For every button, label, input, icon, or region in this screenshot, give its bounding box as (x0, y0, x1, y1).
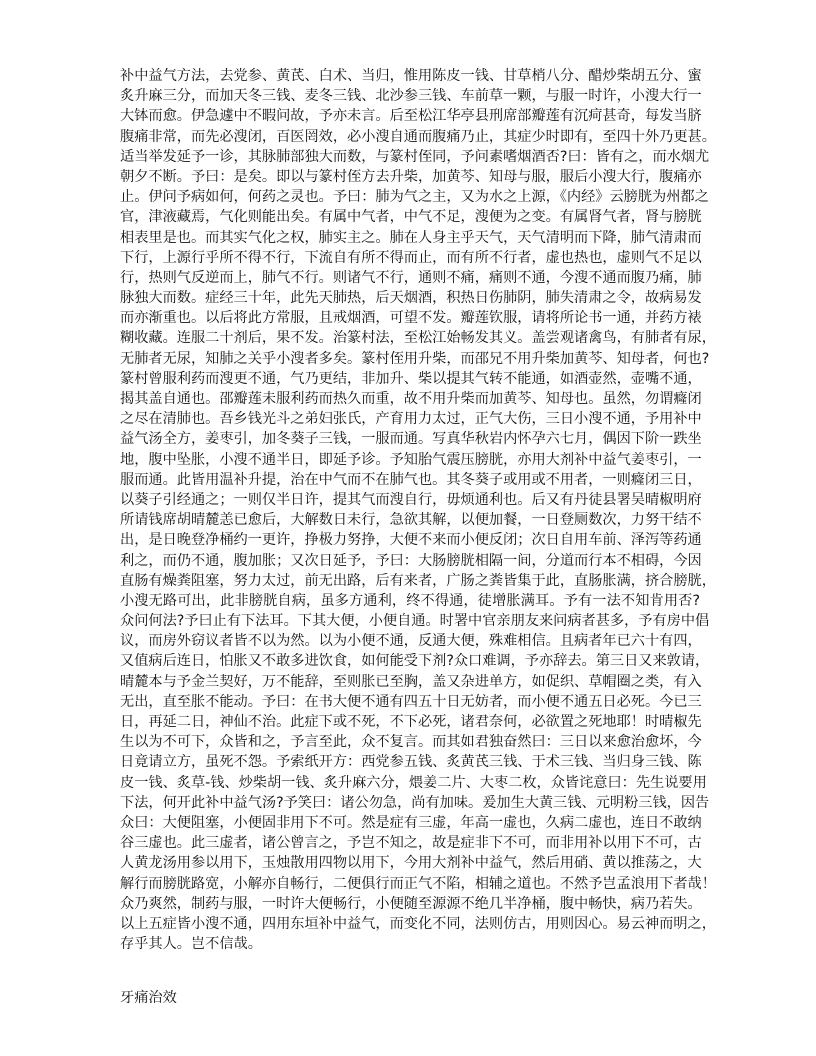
text-line: 而亦渐重也。以后将此方常服，且戒烟酒，可望不发。瓣莲钦服，请将所论书一通，并药方裱 (120, 310, 702, 327)
text-line: 下行，上源行乎所不得不行，下流自有所不得而止，而有所不行者，虚也热也，虚则气不足以 (120, 249, 702, 266)
text-line: 脉独大而数。症经三十年，此先天肺热，后天烟酒，积热日伤肺阴，肺失清肃之令，故病易发 (120, 290, 702, 307)
text-line: 人黄龙汤用参以用下，玉烛散用四物以用下，今用大剂补中益气，然后用硝、黄以推荡之，大 (120, 855, 702, 872)
text-line: 日，再延二日，神仙不治。此症下或不死，不下必死，诸君奈何，必欲置之死地耶！时晴椒先 (120, 714, 702, 730)
text-line: 腹痛非常，而先必溲闭，百医罔效，必小溲自通而腹痛乃止，其症少时即有，至四十外乃更甚。 (120, 128, 716, 145)
text-line: 皮一钱、炙草-钱、炒柴胡一钱、炙升麻六分，煨姜二片、大枣二枚，众皆诧意曰：先生说要用 (120, 774, 707, 791)
text-line: 篆村曾服利药而溲更不通，气乃更结，非加升、柴以提其气转不能通，如酒壶然，壶嘴不通， (120, 370, 702, 387)
text-line: 议，而房外窃议者皆不以为然。以为小便不通，反通大便，殊难相信。且病者年已六十有四， (120, 633, 702, 650)
text-line: 益气汤全方，姜枣引，加冬葵子三钱，一服而通。写真华秋岩内怀孕六七月，偶因下阶一跌坐 (120, 431, 702, 448)
text-line: 出，是日晚登净桶约一更许，挣极力努挣，大便不来而小便反闭；次日自用车前、泽泻等药通 (120, 532, 702, 549)
text-line: 众乃爽然，制药与服，一时许大便畅行，小便随至源源不绝几半净桶，腹中畅快，病乃若失。 (120, 895, 702, 912)
text-line: 无出，直至胀不能动。予曰：在书大便不通有四五十日无妨者，而小便不通五日必死。今已三 (120, 693, 702, 710)
text-line: 直肠有燥粪阻塞，努力太过，前无出路，后有来者，广肠之粪皆集于此，直肠胀满，挤合膀胱， (120, 572, 716, 589)
text-line: 适当举发延予一诊，其脉肺部独大而数，与篆村侄同，予问素嗜烟酒否?曰：皆有之，而水烟尤 (120, 148, 710, 165)
body-paragraph (120, 66, 716, 954)
text-line: 众问何法?予曰止有下法耳。下其大便，小便自通。时署中官亲朋友来问病者甚多，予有房中倡 (120, 613, 710, 630)
text-line: 相表里是也。而其实气化之权，肺实主之。肺在人身主乎天气，天气清明而下降，肺气清肃而 (120, 229, 702, 246)
text-line: 小溲无路可出，此非膀胱自病，虽多方通利，终不得通，徒增胀满耳。予有一法不知肯用否? (120, 592, 700, 609)
section-heading: 牙痛治效 (120, 990, 177, 1006)
text-line: 服而通。此皆用温补升提，治在中气而不在肺气也。其冬葵子或用或不用者，一则癃闭三日， (120, 471, 702, 488)
text-line: 日竟请立方，虽死不怨。予索纸开方：西党参五钱、炙黄芪三钱、于术三钱、当归身三钱、陈 (120, 754, 702, 771)
text-line: 利之，而仍不通，腹加胀；又次日延予，予曰：大肠膀胱相隔一间，分道而行本不相碍，今因 (120, 552, 702, 569)
text-line: 朝夕不断。予曰：是矣。即以与篆村侄方去升柴，加黄芩、知母与服，服后小溲大行，腹痛亦 (120, 168, 702, 185)
text-line: 地，腹中坠胀，小溲不通半日，即延予诊。予知胎气震压膀胱，亦用大剂补中益气姜枣引，一 (120, 451, 702, 468)
text-line: 生以为不可下，众皆和之，予言至此，众不复言。而其如君独奋然曰：三日以来愈治愈坏，今 (120, 734, 702, 751)
text-line: 又值病后连日，怕胀又不敢多进饮食，如何能受下剂?众口难调，予亦辞去。第三日又来敦请， (120, 653, 710, 670)
text-line: 以上五症皆小溲不通，四用东垣补中益气，而变化不同，法则仿古，用则因心。易云神而明之， (120, 915, 716, 932)
text-line: 止。伊问予病如何，何药之灵也。予曰：肺为气之主，又为水之上源，《内经》云膀胱为州都之 (120, 189, 709, 206)
text-line: 行，热则气反逆而上，肺气不行。则诸气不行，通则不痛，痛则不通，今溲不通而腹乃痛，肺 (120, 269, 702, 286)
text-line: 补中益气方法，去党参、黄芪、白术、当归，惟用陈皮一钱、甘草梢八分、醋炒柴胡五分、蜜 (120, 68, 702, 84)
text-line: 之尽在清肺也。吾乡钱光斗之弟妇张氏，产育用力太过，正气大伤，三日小溲不通，予用补中 (120, 411, 702, 428)
text-line: 众曰：大便阻塞，小便固非用下不可。然是症有三虚，年高一虚也，久病二虚也，连日不敢纳 (120, 814, 702, 831)
text-line: 官，津液藏焉，气化则能出矣。有属中气者，中气不足，溲便为之变。有属肾气者，肾与膀胱 (120, 209, 702, 226)
text-line: 谷三虚也。此三虚者，诸公曾言之，予岂不知之，故是症非下不可，而非用补以用下不可，古 (120, 835, 702, 852)
text-line: 晴麓本与予金兰契好，万不能辞，至则胀已至胸，盖又杂进单方，如促织、草帽圈之类，有入 (120, 673, 702, 690)
text-line: 揭其盖自通也。邵瓣莲未服利药而热久而重，故不用升柴而加黄芩、知母也。虽然，勿谓癃闭 (120, 391, 702, 407)
text-line: 糊收藏。连服二十剂后，果不发。治篆村法，至松江始畅发其义。盖尝观诸禽鸟，有肺者有尿， (120, 330, 716, 347)
text-line: 无肺者无尿，知肺之关乎小溲者多矣。篆村侄用升柴，而邵兄不用升柴加黄芩、知母者，何也? (120, 350, 710, 367)
text-line: 炙升麻三分，而加天冬三钱、麦冬三钱、北沙参三钱、车前草一颗，与服一时许，小溲大行一 (120, 88, 702, 105)
text-line: 大钵而愈。伊急遽中不暇问故，予亦未言。后至松江华亭县刑席部瓣莲有沉疴甚奇，每发当脐 (120, 108, 702, 125)
text-line: 所请钱席胡晴麓恙已愈后，大解数日未行，急欲其解，以便加餐，一日登厕数次，力努干结不 (120, 512, 702, 529)
text-line: 以葵子引经通之；一则仅半日许，提其气而溲自行，毋烦通利也。后又有丹徒县署吴晴椒明府 (120, 491, 702, 508)
text-line: 下法，何开此补中益气汤?予笑曰：诸公勿急，尚有加味。爰加生大黄三钱、元明粉三钱，因告 (120, 794, 710, 811)
text-line: 存乎其人。岂不信哉。 (120, 936, 262, 953)
text-line: 解行而膀胱路宽，小解亦自畅行，二便俱行而正气不陷，相辅之道也。不然予岂孟浪用下者哉！ (120, 875, 716, 892)
